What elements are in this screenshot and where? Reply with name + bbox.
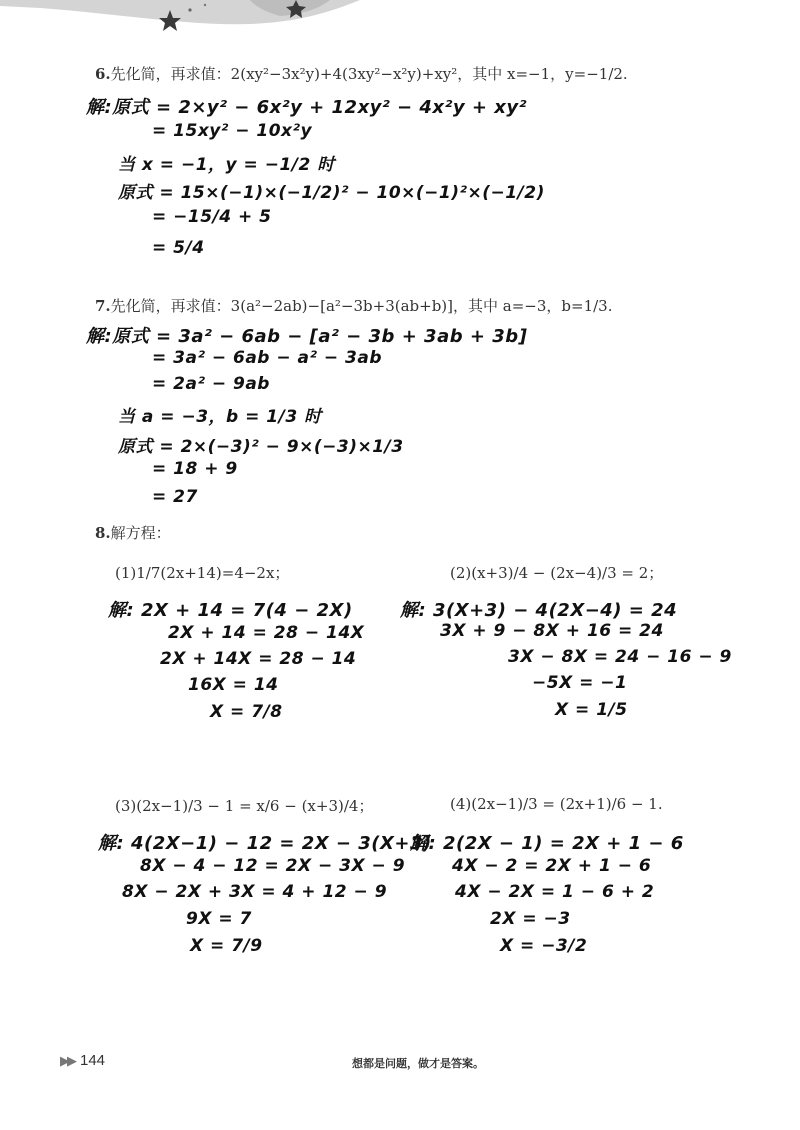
problem-6-solution-line-4: 原式 = 15×(−1)×(−1/2)² − 10×(−1)²×(−1/2) xyxy=(118,183,545,203)
problem-6-solution-line-1: 解:原式 = 2×y² − 6x²y + 12xy² − 4x²y + xy² xyxy=(86,97,528,118)
problem-8-part-1-line-4: 16X = 14 xyxy=(188,675,279,695)
problem-8-text: 解方程： xyxy=(110,524,171,542)
problem-8-part-3-line-1: 解: 4(2X−1) − 12 = 2X − 3(X+3) xyxy=(98,833,432,854)
problem-7-solution-line-5: 原式 = 2×(−3)² − 9×(−3)×1/3 xyxy=(118,437,404,457)
problem-8-statement xyxy=(95,522,171,543)
problem-6-solution-line-3: 当 x = −1，y = −1/2 时 xyxy=(118,155,335,175)
problem-6-number: 6. xyxy=(95,65,111,83)
problem-7-solution-line-2: = 3a² − 6ab − a² − 3ab xyxy=(152,348,383,368)
problem-8-part-4-line-5: X = −3/2 xyxy=(500,936,588,956)
problem-6-solution-line-5: = −15/4 + 5 xyxy=(152,207,272,227)
dot-decoration-2 xyxy=(204,4,206,6)
problem-7-solution-line-6: = 18 + 9 xyxy=(152,459,238,479)
problem-7-solution-line-1: 解:原式 = 3a² − 6ab − [a² − 3b + 3ab + 3b] xyxy=(86,326,528,347)
problem-8-number: 8. xyxy=(95,524,111,542)
problem-8-part-1-line-5: X = 7/8 xyxy=(210,702,283,722)
problem-7-solution-line-7: = 27 xyxy=(152,487,198,507)
dot-decoration xyxy=(188,8,191,11)
problem-7-number: 7. xyxy=(95,297,111,315)
problem-8-part-1-line-1: 解: 2X + 14 = 7(4 − 2X) xyxy=(108,600,353,621)
problem-8-part-4-line-3: 4X − 2X = 1 − 6 + 2 xyxy=(455,882,655,902)
page-number xyxy=(60,1052,105,1069)
problem-8-part-3-line-3: 8X − 2X + 3X = 4 + 12 − 9 xyxy=(122,882,388,902)
problem-8-part-2-label: (2)(x+3)/4 − (2x−4)/3 = 2； xyxy=(450,564,664,582)
double-arrow-icon: ▶▶ xyxy=(60,1053,74,1068)
problem-8-part-3-label: (3)(2x−1)/3 − 1 = x/6 − (x+3)/4； xyxy=(115,797,374,815)
problem-6-text: 先化简，再求值：2(xy²−3x²y)+4(3xy²−x²y)+xy²，其中 x=−1，y=−1/2. xyxy=(110,65,628,83)
problem-8-part-2-line-3: 3X − 8X = 24 − 16 − 9 xyxy=(508,647,732,667)
problem-7-statement xyxy=(95,295,612,316)
problem-6-statement xyxy=(95,63,628,84)
problem-8-part-2-line-5: X = 1/5 xyxy=(555,700,628,720)
problem-8-part-4-line-2: 4X − 2 = 2X + 1 − 6 xyxy=(452,856,652,876)
problem-8-part-1-label: (1)1/7(2x+14)=4−2x； xyxy=(115,564,290,582)
problem-8-part-3-line-4: 9X = 7 xyxy=(186,909,252,929)
footer-motto: 想都是问题，做才是答案。 xyxy=(352,1057,484,1070)
problem-8-part-4-line-4: 2X = −3 xyxy=(490,909,571,929)
page-number-text: 144 xyxy=(80,1052,106,1069)
problem-8-part-2-line-2: 3X + 9 − 8X + 16 = 24 xyxy=(440,621,664,641)
problem-8-part-2-line-4: −5X = −1 xyxy=(532,673,628,693)
problem-6-solution-line-6: = 5/4 xyxy=(152,238,205,258)
problem-8-part-3-line-5: X = 7/9 xyxy=(190,936,263,956)
header-banner xyxy=(0,0,800,60)
problem-7-solution-line-4: 当 a = −3，b = 1/3 时 xyxy=(118,407,322,427)
problem-8-part-1-line-2: 2X + 14 = 28 − 14X xyxy=(168,623,365,643)
problem-6-solution-line-2: = 15xy² − 10x²y xyxy=(152,121,313,141)
problem-7-text: 先化简，再求值：3(a²−2ab)−[a²−3b+3(ab+b)]，其中 a=−3，b=1/3. xyxy=(110,297,613,315)
problem-8-part-1-line-3: 2X + 14X = 28 − 14 xyxy=(160,649,357,669)
problem-8-part-3-line-2: 8X − 4 − 12 = 2X − 3X − 9 xyxy=(140,856,406,876)
problem-7-solution-line-3: = 2a² − 9ab xyxy=(152,374,270,394)
problem-8-part-2-line-1: 解: 3(X+3) − 4(2X−4) = 24 xyxy=(400,600,678,621)
problem-8-part-4-label: (4)(2x−1)/3 = (2x+1)/6 − 1. xyxy=(450,795,663,813)
problem-8-part-4-line-1: 解: 2(2X − 1) = 2X + 1 − 6 xyxy=(410,833,684,854)
